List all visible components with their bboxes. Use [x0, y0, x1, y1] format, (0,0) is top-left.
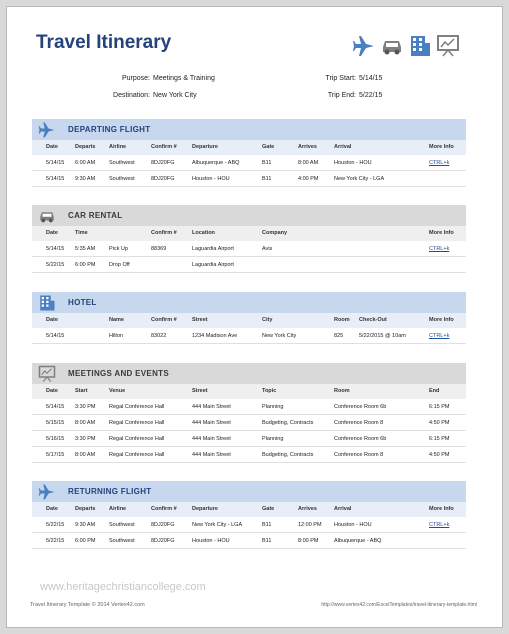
presentation-icon [436, 34, 460, 58]
meetings-title: MEETINGS AND EVENTS [68, 369, 169, 378]
cell-gate: B11 [262, 176, 272, 182]
cell-date: 5/22/15 [46, 522, 65, 528]
cell-arrives: 12:00 PM [298, 522, 322, 528]
hotel-column-headers [32, 313, 466, 328]
cell-topic: Budgeting, Contracts [262, 420, 314, 426]
table-row [32, 533, 466, 549]
cell-city: New York City [262, 333, 297, 339]
column-header: City [262, 317, 273, 323]
returning-flight-title: RETURNING FLIGHT [68, 487, 152, 496]
page-title: Travel Itinerary [36, 32, 172, 53]
table-row [32, 328, 466, 344]
cell-end: 4:50 PM [429, 420, 450, 426]
column-header: Confirm # [151, 144, 177, 150]
cell-date: 5/16/15 [46, 436, 65, 442]
column-header: Departure [192, 506, 218, 512]
cell-street: 444 Main Street [192, 436, 231, 442]
hotel-title: HOTEL [68, 298, 97, 307]
cell-confirm: 8DJ20FG [151, 160, 175, 166]
column-header: Arrives [298, 506, 317, 512]
footer-url-link[interactable]: http://www.vertex42.com/ExcelTemplates/travel-itinerary-template.html [321, 602, 477, 608]
hotel-section [32, 292, 466, 344]
cell-company: Avis [262, 246, 273, 252]
cell-start: 3:30 PM [75, 404, 96, 410]
meetings-section [32, 363, 466, 463]
column-header: Gate [262, 144, 275, 150]
column-header: Date [46, 230, 58, 236]
cell-gate: B11 [262, 522, 272, 528]
column-header: Room [334, 388, 350, 394]
column-header: More Info [429, 144, 454, 150]
cell-confirm: 83022 [151, 333, 167, 339]
header-icons [352, 34, 460, 58]
cell-start: 3:30 PM [75, 436, 96, 442]
cell-end: 6:15 PM [429, 404, 450, 410]
cell-confirm: 8DJ20FG [151, 522, 175, 528]
watermark: www.heritagechristiancollege.com [40, 581, 206, 593]
cell-street: 444 Main Street [192, 420, 231, 426]
column-header: Gate [262, 506, 275, 512]
cell-room: Conference Room 6b [334, 436, 387, 442]
column-header: Departs [75, 144, 96, 150]
cell-arrival: Houston - HOU [334, 522, 372, 528]
purpose-label: Purpose: [121, 75, 150, 82]
cell-room: Conference Room 6b [334, 404, 387, 410]
cell-gate: B11 [262, 538, 272, 544]
airplane-icon [352, 34, 376, 58]
cell-departure: Houston - HOU [192, 538, 230, 544]
cell-end: 4:50 PM [429, 452, 450, 458]
cell-topic: Planning [262, 436, 284, 442]
building-icon [408, 34, 432, 58]
car-icon [38, 207, 56, 225]
column-header: Arrival [334, 144, 352, 150]
cell-checkout: 5/22/2015 @ 10am [359, 333, 406, 339]
cell-airline: Southwest [109, 522, 135, 528]
cell-topic: Planning [262, 404, 284, 410]
column-header: Check-Out [359, 317, 387, 323]
more-info-link[interactable]: CTRL+k [429, 246, 450, 252]
more-info-link[interactable]: CTRL+k [429, 333, 450, 339]
trip-end-label: Trip End: [327, 92, 356, 99]
cell-street: 444 Main Street [192, 404, 231, 410]
car-column-headers [32, 226, 466, 241]
cell-departure: New York City - LGA [192, 522, 243, 528]
column-header: Time [75, 230, 88, 236]
departing-flight-title: DEPARTING FLIGHT [68, 125, 151, 134]
car-rental-title: CAR RENTAL [68, 211, 123, 220]
returning-flight-section [32, 481, 466, 549]
cell-confirm: 8DJ20FG [151, 538, 175, 544]
cell-arrives: 8:00 PM [298, 538, 319, 544]
car-rental-section [32, 205, 466, 273]
cell-location: Laguardia Airport [192, 246, 234, 252]
cell-time: 5:35 AM [75, 246, 96, 252]
departing-flight-header [32, 119, 466, 140]
cell-departs: 6:00 PM [75, 538, 96, 544]
cell-date: 5/22/15 [46, 538, 65, 544]
cell-time: 6:00 PM [75, 262, 96, 268]
more-info-link[interactable]: CTRL+k [429, 522, 450, 528]
destination-value: New York City [153, 92, 197, 99]
table-row [32, 257, 466, 273]
cell-arrival: Albuquerque - ABQ [334, 538, 382, 544]
column-header: Street [192, 388, 208, 394]
cell-date: 5/14/15 [46, 404, 65, 410]
cell-airline: Southwest [109, 160, 135, 166]
cell-arrival: Houston - HOU [334, 160, 372, 166]
table-row [32, 171, 466, 187]
cell-date: 5/14/15 [46, 333, 65, 339]
cell-date: 5/14/15 [46, 176, 65, 182]
table-row [32, 447, 466, 463]
column-header: Confirm # [151, 317, 177, 323]
cell-date: 5/17/15 [46, 452, 65, 458]
column-header: Name [109, 317, 124, 323]
returning-flight-header [32, 481, 466, 502]
cell-venue: Regal Conference Hall [109, 452, 165, 458]
column-header: Arrives [298, 144, 317, 150]
cell-street: 444 Main Street [192, 452, 231, 458]
departing-column-headers [32, 140, 466, 155]
column-header: End [429, 388, 440, 394]
cell-street: 1234 Madison Ave [192, 333, 238, 339]
cell-departure: Houston - HOU [192, 176, 230, 182]
cell-room: Conference Room 8 [334, 420, 384, 426]
column-header: Room [334, 317, 350, 323]
column-header: Departure [192, 144, 218, 150]
cell-airline: Southwest [109, 176, 135, 182]
table-row [32, 431, 466, 447]
cell-action: Pick Up [109, 246, 128, 252]
meetings-header [32, 363, 466, 384]
trip-start-value: 5/14/15 [359, 75, 383, 82]
cell-confirm: 88369 [151, 246, 167, 252]
column-header: Date [46, 506, 58, 512]
cell-date: 5/15/15 [46, 420, 65, 426]
column-header: Airline [109, 144, 127, 150]
cell-room: 825 [334, 333, 344, 339]
cell-room: Conference Room 8 [334, 452, 384, 458]
column-header: Departs [75, 506, 96, 512]
trip-start-label: Trip Start: [325, 75, 356, 82]
cell-arrives: 8:00 AM [298, 160, 319, 166]
departing-flight-section [32, 119, 466, 187]
cell-start: 8:00 AM [75, 420, 96, 426]
returning-column-headers [32, 502, 466, 517]
airplane-icon [38, 121, 56, 139]
cell-departure: Albuquerque - ABQ [192, 160, 240, 166]
column-header: More Info [429, 506, 454, 512]
cell-confirm: 8DJ20FG [151, 176, 175, 182]
presentation-icon [38, 365, 56, 383]
cell-arrival: New York City - LGA [334, 176, 385, 182]
column-header: Confirm # [151, 230, 177, 236]
footer-copyright: Travel Itinerary Template © 2014 Vertex42.com [30, 602, 145, 608]
purpose-value: Meetings & Training [153, 75, 215, 82]
column-header: Company [262, 230, 288, 236]
column-header: Airline [109, 506, 127, 512]
destination-label: Destination: [113, 92, 150, 99]
table-row [32, 399, 466, 415]
more-info-link[interactable]: CTRL+k [429, 160, 450, 166]
car-icon [380, 34, 404, 58]
column-header: Venue [109, 388, 126, 394]
meetings-column-headers [32, 384, 466, 399]
building-icon [38, 294, 56, 312]
column-header: Location [192, 230, 215, 236]
column-header: Start [75, 388, 88, 394]
cell-venue: Regal Conference Hall [109, 436, 165, 442]
column-header: More Info [429, 230, 454, 236]
column-header: Date [46, 144, 58, 150]
cell-name: Hilton [109, 333, 124, 339]
cell-date: 5/22/15 [46, 262, 65, 268]
cell-start: 8:00 AM [75, 452, 96, 458]
cell-location: Laguardia Airport [192, 262, 234, 268]
airplane-icon [38, 483, 56, 501]
cell-departs: 6:00 AM [75, 160, 96, 166]
table-row [32, 517, 466, 533]
cell-gate: B11 [262, 160, 272, 166]
column-header: Street [192, 317, 208, 323]
cell-action: Drop Off [109, 262, 130, 268]
table-row [32, 241, 466, 257]
cell-topic: Budgeting, Contracts [262, 452, 314, 458]
cell-end: 6:15 PM [429, 436, 450, 442]
car-rental-header [32, 205, 466, 226]
trip-end-value: 5/22/15 [359, 92, 383, 99]
cell-airline: Southwest [109, 538, 135, 544]
table-row [32, 415, 466, 431]
column-header: Arrival [334, 506, 352, 512]
column-header: More Info [429, 317, 454, 323]
hotel-header [32, 292, 466, 313]
cell-arrives: 4:00 PM [298, 176, 319, 182]
cell-departs: 9:30 AM [75, 176, 96, 182]
cell-venue: Regal Conference Hall [109, 420, 165, 426]
cell-date: 5/14/15 [46, 160, 65, 166]
column-header: Date [46, 317, 58, 323]
cell-venue: Regal Conference Hall [109, 404, 165, 410]
column-header: Date [46, 388, 58, 394]
column-header: Confirm # [151, 506, 177, 512]
cell-date: 5/14/15 [46, 246, 65, 252]
column-header: Topic [262, 388, 277, 394]
table-row [32, 155, 466, 171]
cell-departs: 9:30 AM [75, 522, 96, 528]
